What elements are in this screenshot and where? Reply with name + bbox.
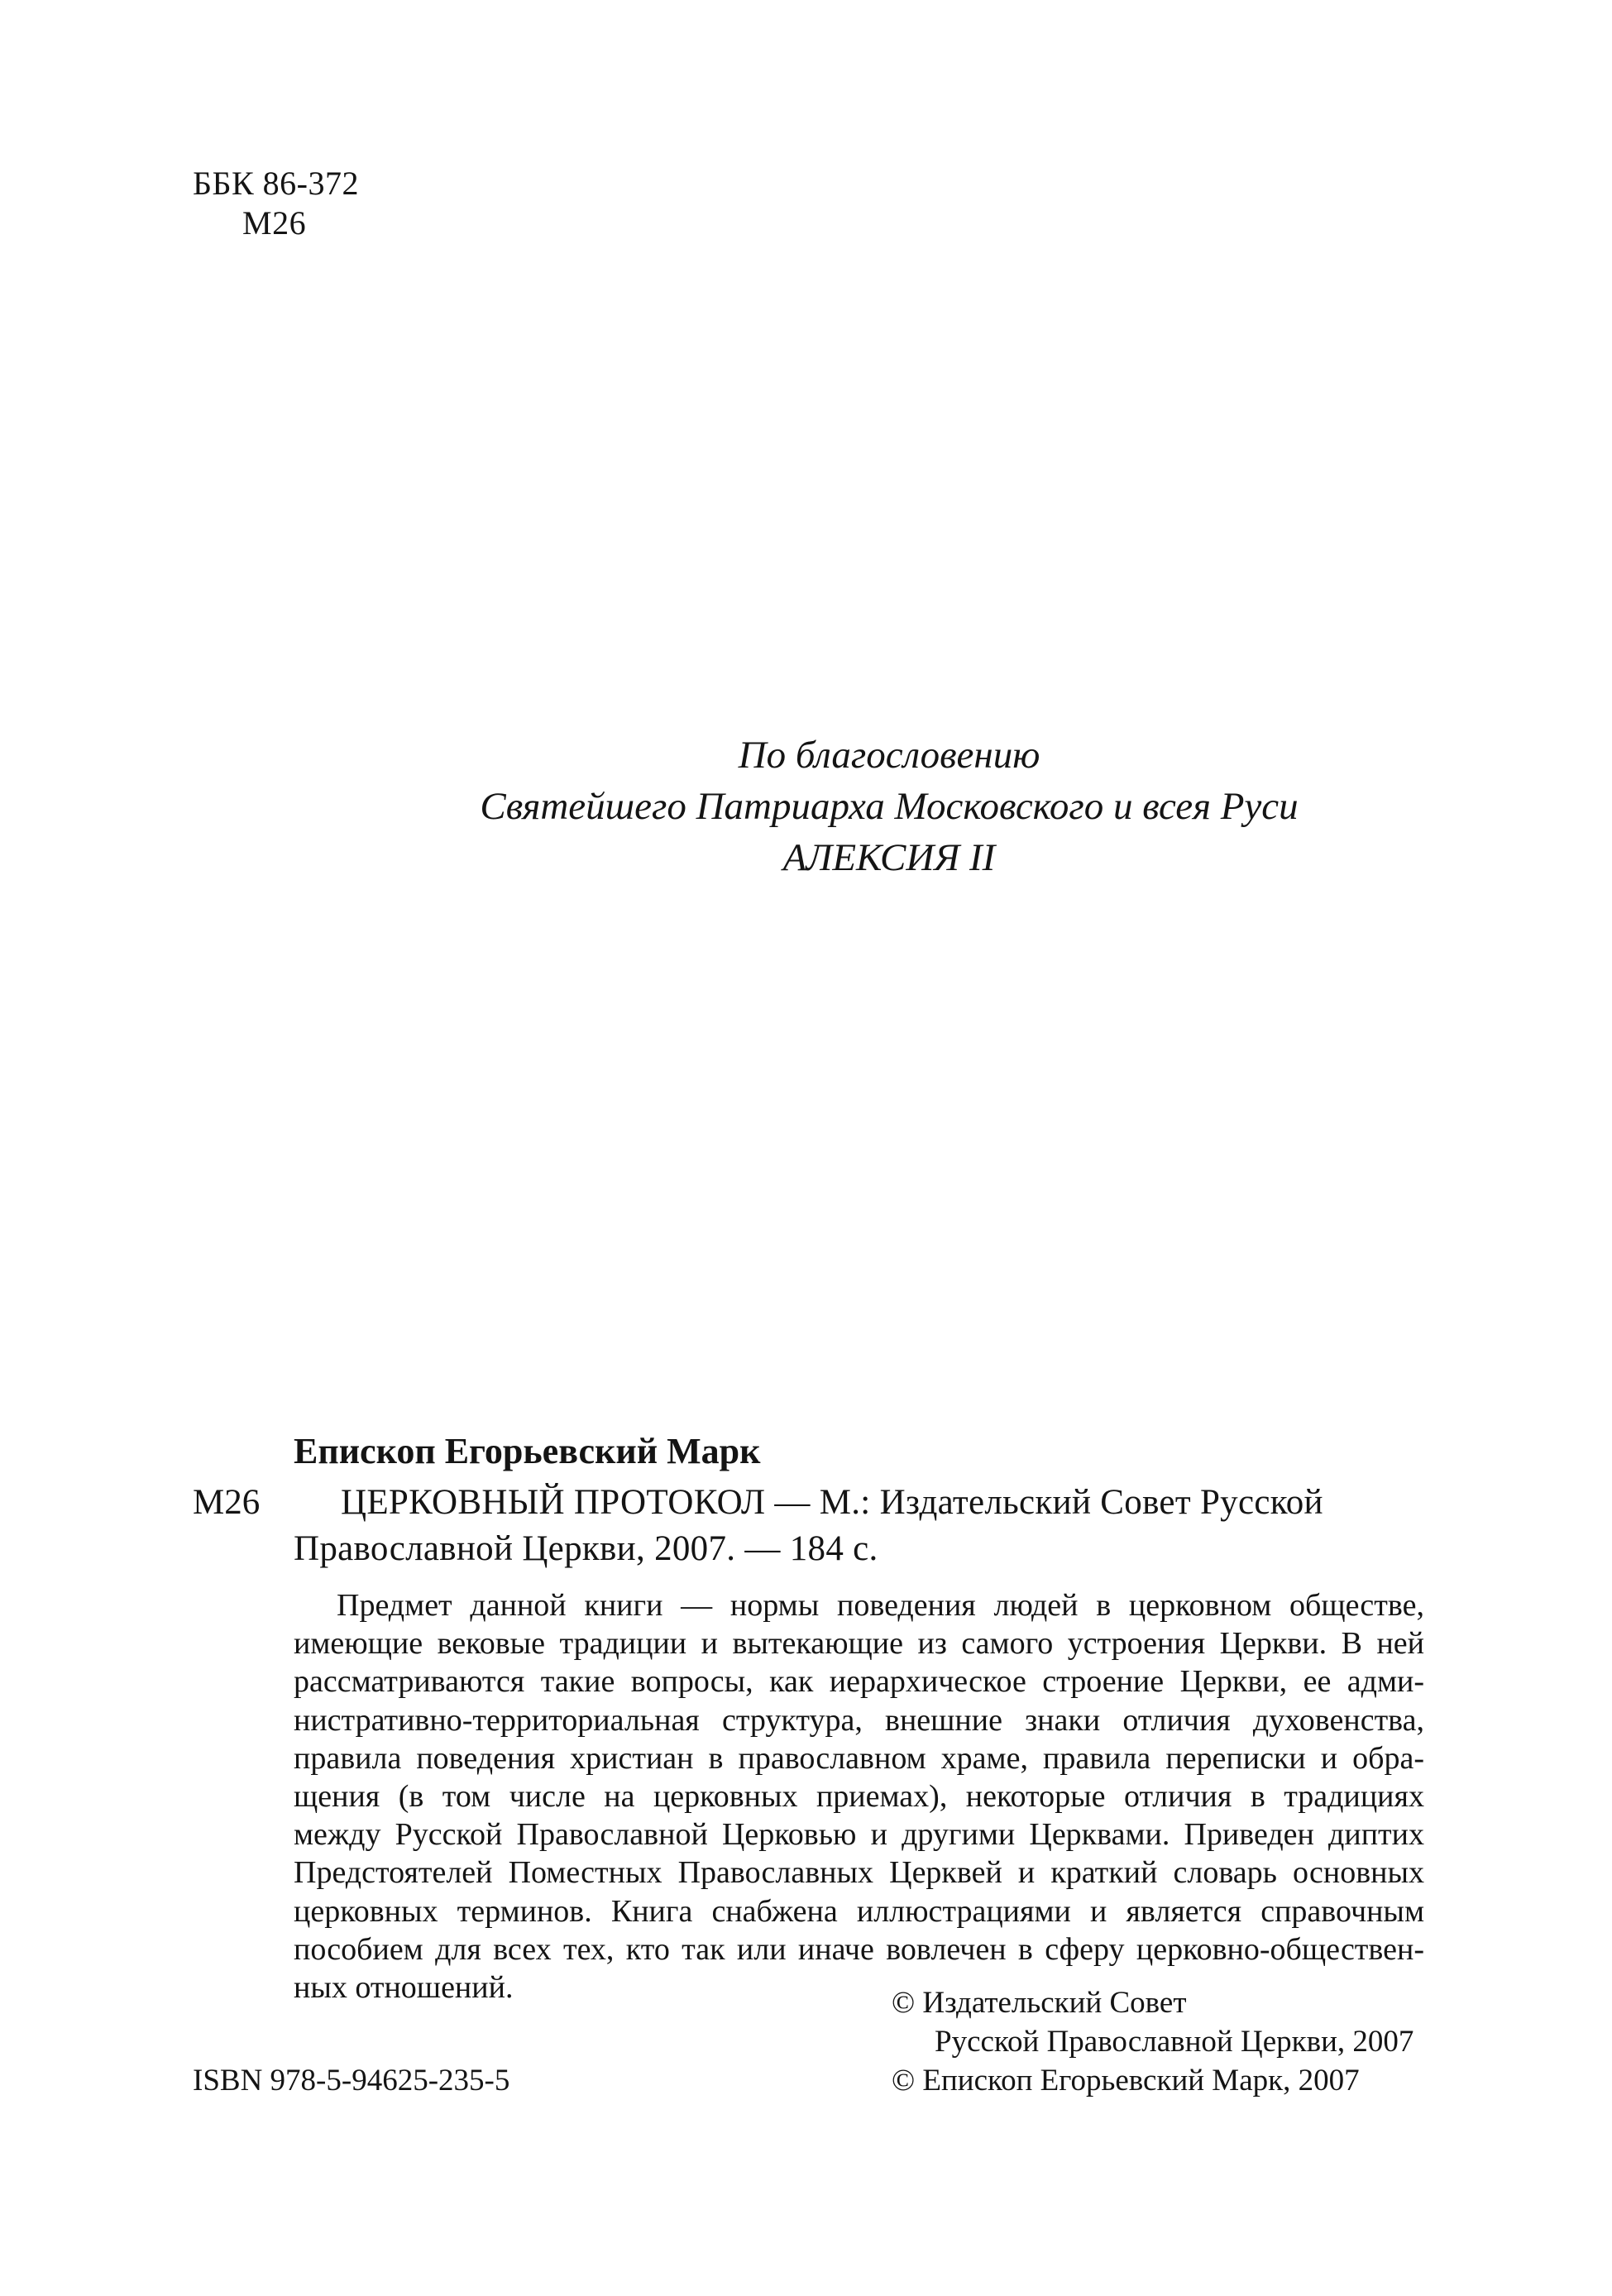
book-author: Епископ Егорьевский Марк (294, 1431, 761, 1471)
annotation-line: рассматриваются такие вопросы, как иерархическое строение Церкви, ее адми- (294, 1664, 1424, 1700)
classification-codes (193, 164, 359, 243)
blessing-line-2: Святейшего Патриарха Московского и всея Руси (480, 785, 1299, 828)
copyright-block (892, 1983, 1413, 2100)
copyright-line-3: © Епископ Егорьевский Марк, 2007 (892, 2064, 1360, 2097)
book-title-line-1: ЦЕРКОВНЫЙ ПРОТОКОЛ — М.: Издательский Совет Русской (341, 1483, 1323, 1522)
copyright-line-1: © Издательский Совет (892, 1986, 1187, 2020)
annotation-paragraph (294, 1586, 1424, 2007)
annotation-line: церковных терминов. Книга снабжена иллюстрациями и является справочным (294, 1893, 1424, 1929)
annotation-line: нистративно-территориальная структура, внешние знаки отличия духовенства, (294, 1702, 1424, 1738)
annotation-line: между Русской Православной Церковью и другими Церквами. Приведен диптих (294, 1817, 1424, 1853)
annotation-line: имеющие вековые традиции и вытекающие из самого устроения Церкви. В ней (294, 1626, 1424, 1662)
annotation-line: щения (в том числе на церковных приемах), некоторые отличия в традициях (294, 1779, 1424, 1815)
blessing-line-3: АЛЕКСИЯ II (782, 836, 996, 879)
book-title-line-2: Православной Церкви, 2007. — 184 с. (294, 1529, 878, 1568)
annotation-line: Предстоятелей Поместных Православных Церквей и краткий словарь основных (294, 1855, 1424, 1891)
author-mark-code: М26 (242, 204, 307, 242)
annotation-line: ных отношений. (294, 1970, 514, 2006)
record-author-mark: М26 (193, 1483, 261, 1522)
blessing-block (289, 729, 1489, 883)
annotation-line: пособием для всех тех, кто так или иначе вовлечен в сферу церковно-обществен- (294, 1931, 1424, 1967)
bbk-code: ББК 86-372 (193, 165, 359, 202)
blessing-line-1: По благословению (738, 734, 1040, 777)
annotation-line: Предмет данной книги — нормы поведения людей в церковном обществе, (337, 1588, 1424, 1623)
isbn-number: ISBN 978-5-94625-235-5 (193, 2064, 510, 2097)
copyright-line-2: Русской Православной Церкви, 2007 (935, 2025, 1414, 2059)
annotation-line: правила поведения христиан в православном храме, правила переписки и обра- (294, 1740, 1424, 1776)
